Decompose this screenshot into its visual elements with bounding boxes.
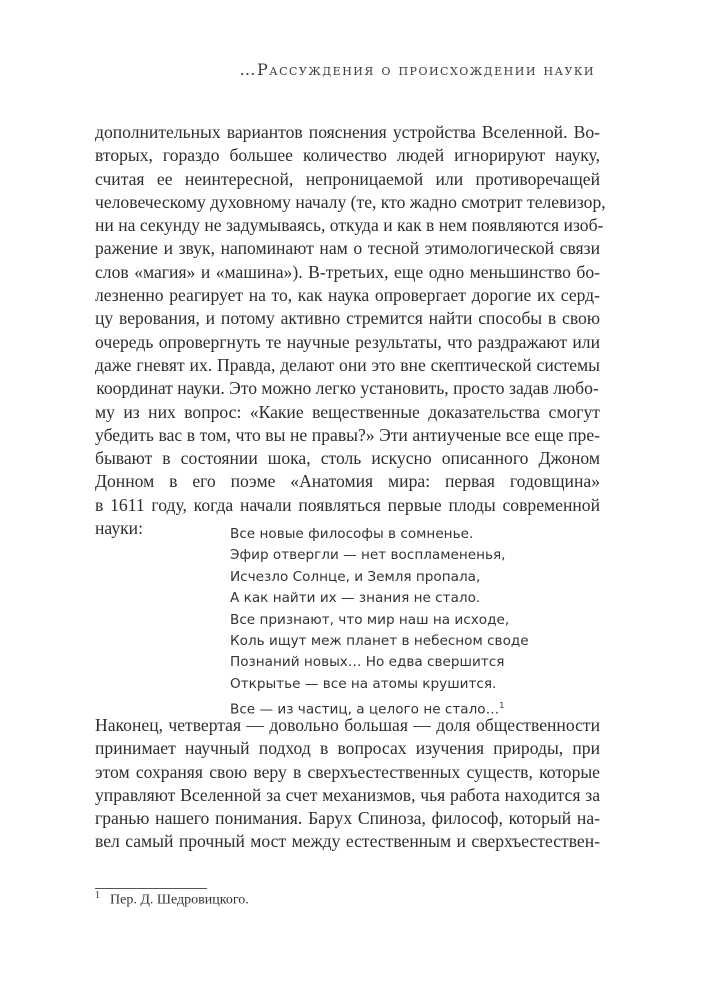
text-line: ражение и звук, напоминают нам о тесной этимологической связи — [95, 238, 600, 259]
text-line: в 1611 году, когда начали появляться первые плоды современной — [95, 494, 600, 515]
paragraph-1 — [95, 121, 606, 540]
text-line: слов «магия» и «машина»). В-третьих, еще одно меньшинство бо- — [95, 261, 600, 282]
footnote-mark: 1 — [95, 890, 100, 901]
text-line: ни на секунду не задумываясь, откуда и как в нем появляются изоб- — [95, 215, 604, 236]
text-line: гранью нашего понимания. Барух Спиноза, философ, который на- — [95, 808, 600, 829]
text-line: дополнительных вариантов пояснения устройства Вселенной. Во- — [95, 122, 600, 142]
text-line: координат науки. Это можно легко установить, просто задав любо- — [96, 378, 599, 399]
text-line: очередь опровергнуть те научные результаты, что раздражают или — [95, 331, 600, 352]
text-line: лезненно реагирует на то, как наука опровергает дорогие их серд- — [95, 285, 600, 306]
text-line: управляют Вселенной за счет механизмов, чья работа находится за — [95, 784, 600, 805]
text-line: убедить вас в том, что вы не правы?» Эти антиученые все еще пре- — [95, 424, 600, 445]
poem-line: А как найти их — знания не стало. — [230, 590, 481, 607]
text-line: даже гневят их. Правда, делают они это вне скептической системы — [95, 354, 600, 375]
text-line: считая ее неинтересной, непроницаемой или противоречащей — [95, 168, 600, 189]
footnote-text: Пер. Д. Шедровицкого. — [110, 892, 249, 908]
poem-line: Все признают, что мир наш на исходе, — [230, 611, 510, 628]
text-line: этом сохраняя свою веру в сверхъестественных существ, которые — [95, 761, 600, 782]
poem-line: Коль ищут меж планет в небесном своде — [230, 633, 529, 650]
text-line: вторых, гораздо большее количество людей игнорируют науку, — [95, 145, 600, 166]
poem-line: Исчезло Солнце, и Земля пропала, — [230, 568, 481, 585]
text-line: му из них вопрос: «Какие вещественные доказательства смогут — [95, 401, 600, 422]
text-line: бывают в состоянии шока, столь искусно описанного Джоном — [95, 448, 600, 469]
text-line: Наконец, четвертая — довольно большая — доля общественности — [95, 715, 600, 735]
poem-quote — [230, 524, 529, 721]
poem-line: Все новые философы в сомненье. — [230, 526, 474, 542]
text-line: науки: — [95, 518, 143, 539]
footnote — [95, 890, 249, 909]
footnote-reference[interactable]: 1 — [499, 701, 505, 711]
poem-line: Эфир отвергли — нет воспламененья, — [230, 547, 506, 564]
text-line: цу верования, и потому активно стремится найти способы в свою — [95, 308, 600, 329]
poem-line: Открытье — все на атомы крушится. — [230, 675, 497, 692]
footnote-divider — [95, 888, 207, 889]
text-line: вел самый прочный мост между естественным и сверхъестествен- — [95, 831, 600, 852]
paragraph-2 — [95, 714, 600, 854]
poem-line-text: Все — из частиц, а целого не стало… — [230, 701, 500, 718]
text-line: принимает научный подход в вопросах изучения природы, при — [95, 738, 600, 759]
text-line: Донном в его поэме «Анатомия мира: первая годовщина» — [95, 471, 600, 492]
text-line: человеческому духовному началу (те, кто жадно смотрит телевизор, — [95, 191, 606, 212]
poem-line: Познаний новых… Но едва свершится — [230, 654, 505, 671]
running-head: …Рассуждения о происхождении науки — [239, 60, 595, 79]
